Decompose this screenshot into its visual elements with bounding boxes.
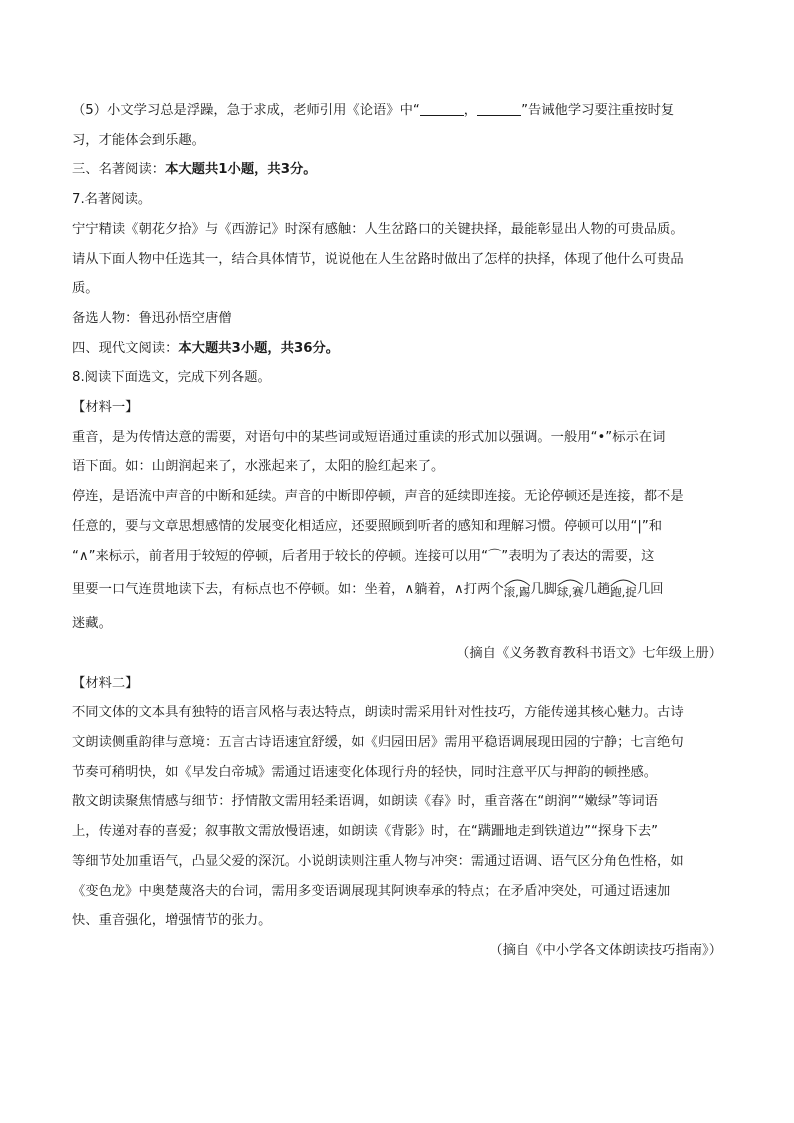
q5-comma: ，: [463, 103, 478, 118]
q7-candidates: 备选人物：鲁迅孙悟空唐僧: [72, 310, 232, 326]
section-4-desc: 本大题共3小题，共36分。: [178, 340, 340, 356]
material-2-source: （摘自《中小学各文体朗读技巧指南》）: [489, 942, 722, 958]
section-3-label: 三、名著阅读：: [72, 162, 166, 178]
linking-arc-1: [504, 581, 531, 599]
material-2-heading: 【材料二】: [72, 675, 139, 691]
pause-caret-1: ∧: [404, 582, 415, 598]
m2-p1-line2: 文朗读侧重韵律与意境：五言古诗语速宜舒缓，如《归园田居》需用平稳语调展现田园的宁静；七言绝句: [72, 735, 684, 751]
m1-p1-line2: 语下面。如：山朗润起来了，水涨起来了，太阳的脸红起来了。: [72, 459, 445, 475]
q5-answer-blank-1[interactable]: [420, 101, 464, 116]
m1-word-da: 打两个: [463, 582, 504, 598]
m2-p2-line1: 散文朗读聚焦情感与细节：抒情散文需用轻柔语调，如朗读《春》时，重音落在“朗润”“嫩绿”等词语: [72, 794, 659, 810]
q7-line3: 质。: [72, 281, 99, 297]
q5-answer-blank-2[interactable]: [477, 101, 521, 116]
material-1-heading: 【材料一】: [72, 400, 139, 416]
q5-prefix: （5）小文学习总是浮躁，急于求成，老师引用《论语》中“: [72, 103, 420, 118]
m1-p2-line1: 停连，是语流中声音的中断和延续。声音的中断即停顿，声音的延续即连接。无论停顿还是连接，都不是: [72, 489, 684, 505]
arc-mark-icon: [557, 577, 584, 587]
section-3-heading: [72, 155, 722, 185]
question-5: [72, 96, 722, 126]
arc-text-2: 球,赛: [556, 585, 584, 600]
linking-arc-3: [610, 581, 637, 599]
section-3-desc: 本大题共1小题，共3分。: [165, 162, 317, 178]
m1-word-jihui: 几回: [636, 582, 664, 598]
q8-title: 8.阅读下面选文，完成下列各题。: [72, 370, 271, 386]
arc-mark-icon: [504, 577, 531, 587]
arc-text-3: 跑,捉: [610, 585, 637, 600]
m1-p2-line5: 迷藏。: [72, 616, 112, 632]
m1-example-prefix: 里要一口气连贯地读下去，有标点也不停顿。如：坐着，: [72, 582, 405, 598]
m1-p2-line4: [72, 571, 722, 609]
q7-line2: 请从下面人物中任选其一，结合具体情节，说说他在人生岔路时做出了怎样的抉择，体现了他什么可贵品: [72, 251, 684, 267]
pause-caret-2: ∧: [454, 582, 464, 598]
m1-p1-line1: 重音，是为传情达意的需要，对语句中的某些词或短语通过重读的形式加以强调。一般用“•”标示在词: [72, 429, 666, 445]
m1-p2-line3: “∧”来标示，前者用于较短的停顿，后者用于较长的停顿。连接可以用“⌒”表明为了表达的需要，这: [72, 548, 655, 564]
section-4-label: 四、现代文阅读：: [72, 340, 179, 356]
m2-p1-line3: 节奏可稍明快，如《早发白帝城》需通过语速变化体现行舟的轻快，同时注意平仄与押韵的顿挫感。: [72, 764, 658, 780]
q7-title: 7.名著阅读。: [72, 192, 152, 208]
q5-line2: 习，才能体会到乐趣。: [72, 132, 205, 148]
m2-p2-line2: 上，传递对春的喜爱；叙事散文需放慢语速，如朗读《背影》时，在“蹒跚地走到铁道边”“探身下去”: [72, 824, 659, 840]
m1-p2-line2: 任意的，要与文章思想感情的发展变化相适应，还要照顾到听者的感知和理解习惯。停顿可以用“|”和: [72, 518, 663, 534]
m2-p2-line5: 快、重音强化，增强情节的张力。: [72, 913, 272, 929]
m1-word-jijiao: 几脚: [530, 582, 557, 598]
m2-p2-line4: 《变色龙》中奥楚蔑洛夫的台词，需用多变语调展现其阿谀奉承的特点；在矛盾冲突处，可通过语速加: [72, 883, 671, 899]
q5-suffix: ”告诫他学习要注重按时复: [521, 103, 675, 118]
exam-page: [72, 96, 722, 966]
arc-mark-icon: [610, 577, 637, 587]
m1-word-jitang: 几趟: [583, 582, 611, 598]
section-4-heading: [72, 334, 722, 364]
m1-word-lie: 躺着，: [414, 582, 455, 598]
m2-p1-line1: 不同文体的文本具有独特的语言风格与表达特点，朗读时需采用针对性技巧，方能传递其核心魅力。古诗: [72, 705, 684, 721]
arc-text-1: 滚,踢: [503, 585, 531, 600]
linking-arc-2: [557, 581, 584, 599]
q7-line1: 宁宁精读《朝花夕拾》与《西游记》时深有感触：人生岔路口的关键抉择，最能彰显出人物的可贵品质。: [72, 221, 684, 237]
material-1-source: （摘自《义务教育教科书语文》七年级上册）: [456, 645, 722, 661]
m2-p2-line3: 等细节处加重语气，凸显父爱的深沉。小说朗读则注重人物与冲突：需通过语调、语气区分角色性格，如: [72, 853, 684, 869]
